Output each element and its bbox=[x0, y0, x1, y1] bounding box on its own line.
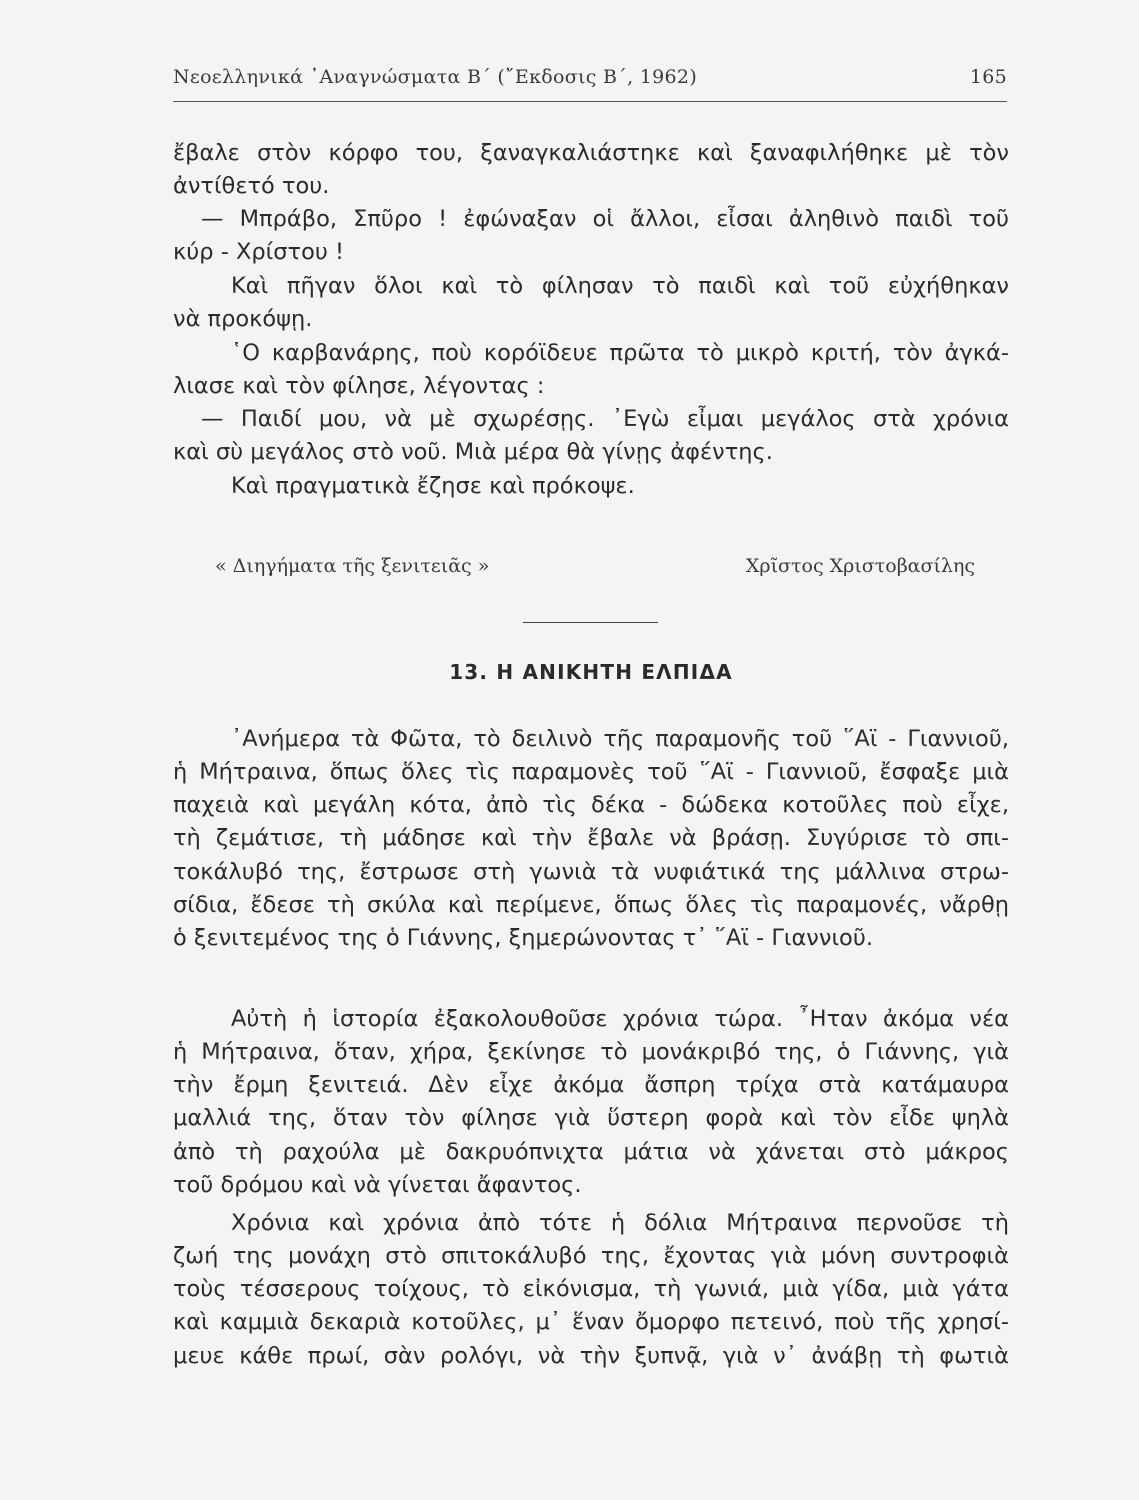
text-line: ζωή της μονάχη στὸ σπιτοκάλυβό της, ἔχοντας γιὰ μόνη συντροφιὰ bbox=[173, 1243, 1009, 1269]
attribution-author: Χρῖστος Χριστοβασίλης bbox=[745, 555, 975, 577]
text-line: ᾿Ανήμερα τὰ Φῶτα, τὸ δειλινὸ τῆς παραμονῆς τοῦ ῞Αϊ - Γιαννιοῦ, bbox=[231, 726, 1009, 752]
text-line: μαλλιά της, ὅταν τὸν φίλησε γιὰ ὕστερη φορὰ καὶ τὸν εἶδε ψηλὰ bbox=[173, 1105, 1009, 1131]
text-line: Χρόνια καὶ χρόνια ἀπὸ τότε ἡ δόλια Μήτραινα περνοῦσε τὴ bbox=[231, 1210, 1009, 1236]
text-line: κύρ - Χρίστου ! bbox=[173, 239, 345, 265]
text-line: Καὶ πραγματικὰ ἔζησε καὶ πρόκοψε. bbox=[231, 473, 635, 499]
attribution-source: « Διηγήματα τῆς ξενιτειᾶς » bbox=[215, 555, 490, 577]
text-line: ἀπὸ τὴ ραχούλα μὲ δακρυόπνιχτα μάτια νὰ χάνεται στὸ μάκρος bbox=[173, 1139, 1009, 1165]
text-line: — Μπράβο, Σπῦρο ! ἐφώναξαν οἱ ἄλλοι, εἶσαι ἀληθινὸ παιδὶ τοῦ bbox=[201, 206, 1009, 232]
story-attribution bbox=[215, 555, 975, 585]
text-line: ἀντίθετό του. bbox=[173, 173, 330, 199]
text-line: τοὺς τέσσερους τοίχους, τὸ εἰκόνισμα, τὴ γωνιά, μιὰ γίδα, μιὰ γάτα bbox=[173, 1276, 1009, 1302]
text-line: Καὶ πῆγαν ὅλοι καὶ τὸ φίλησαν τὸ παιδὶ καὶ τοῦ εὐχήθηκαν bbox=[231, 273, 1009, 299]
text-line: ὁ ξενιτεμένος της ὁ Γιάννης, ξημερώνοντας τ᾿ ῞Αϊ - Γιαννιοῦ. bbox=[173, 925, 873, 951]
text-line: ἡ Μήτραινα, ὅπως ὅλες τὶς παραμονὲς τοῦ ῞Αϊ - Γιαννιοῦ, ἔσφαξε μιὰ bbox=[173, 759, 1009, 785]
page-number: 165 bbox=[969, 66, 1007, 88]
text-line: τοκάλυβό της, ἔστρωσε στὴ γωνιὰ τὰ νυφιάτικά της μάλλινα στρω- bbox=[173, 859, 1009, 885]
text-line: καὶ καμμιὰ δεκαριὰ κοτοῦλες, μ᾿ ἕναν ὄμορφο πετεινό, ποὺ τῆς χρησί- bbox=[173, 1309, 1009, 1335]
text-line: νὰ προκόψῃ. bbox=[173, 306, 313, 332]
text-line: τὴν ἔρμη ξενιτειά. Δὲν εἶχε ἀκόμα ἄσπρη τρίχα στὰ κατάμαυρα bbox=[173, 1072, 1009, 1098]
header-title: Νεοελληνικά ᾿Αναγνώσματα Β΄ (῎Εκδοσις Β΄, 1962) bbox=[173, 66, 698, 88]
text-line: Αὐτὴ ἡ ἱστορία ἐξακολουθοῦσε χρόνια τώρα. ῏Ηταν ἀκόμα νέα bbox=[231, 1006, 1009, 1032]
text-line: καὶ σὺ μεγάλος στὸ νοῦ. Μιὰ μέρα θὰ γίνῃς ἀφέντης. bbox=[173, 439, 773, 465]
text-line: ἡ Μήτραινα, ὅταν, χήρα, ξεκίνησε τὸ μονάκριβό της, ὁ Γιάννης, γιὰ bbox=[173, 1039, 1009, 1065]
running-header bbox=[173, 66, 1007, 96]
text-line: τοῦ δρόμου καὶ νὰ γίνεται ἄφαντος. bbox=[173, 1172, 582, 1198]
text-line: — Παιδί μου, νὰ μὲ σχωρέσῃς. ᾿Εγὼ εἶμαι μεγάλος στὰ χρόνια bbox=[201, 406, 1009, 432]
text-line: ῾Ο καρβανάρης, ποὺ κορόϊδευε πρῶτα τὸ μικρὸ κριτή, τὸν ἀγκά- bbox=[231, 340, 1009, 366]
text-line: παχειὰ καὶ μεγάλη κότα, ἀπὸ τὶς δέκα - δώδεκα κοτοῦλες ποὺ εἶχε, bbox=[173, 792, 1009, 818]
header-rule bbox=[173, 101, 1007, 102]
section-divider bbox=[523, 622, 658, 623]
text-line: λιασε καὶ τὸν φίλησε, λέγοντας : bbox=[173, 373, 545, 399]
text-line: ἔβαλε στὸν κόρφο του, ξαναγκαλιάστηκε καὶ ξαναφιλήθηκε μὲ τὸν bbox=[173, 140, 1009, 166]
text-line: τὴ ζεμάτισε, τὴ μάδησε καὶ τὴν ἔβαλε νὰ βράσῃ. Συγύρισε τὸ σπι- bbox=[173, 825, 1009, 851]
chapter-title: 13. Η ΑΝΙΚΗΤΗ ΕΛΠΙΔΑ bbox=[449, 660, 733, 684]
text-line: μευε κάθε πρωί, σὰν ρολόγι, νὰ τὴν ξυπνᾷ, γιὰ ν᾿ ἀνάβῃ τὴ φωτιὰ bbox=[173, 1343, 1009, 1369]
text-line: σίδια, ἔδεσε τὴ σκύλα καὶ περίμενε, ὅπως ὅλες τὶς παραμονές, νἄρθῃ bbox=[173, 892, 1009, 918]
